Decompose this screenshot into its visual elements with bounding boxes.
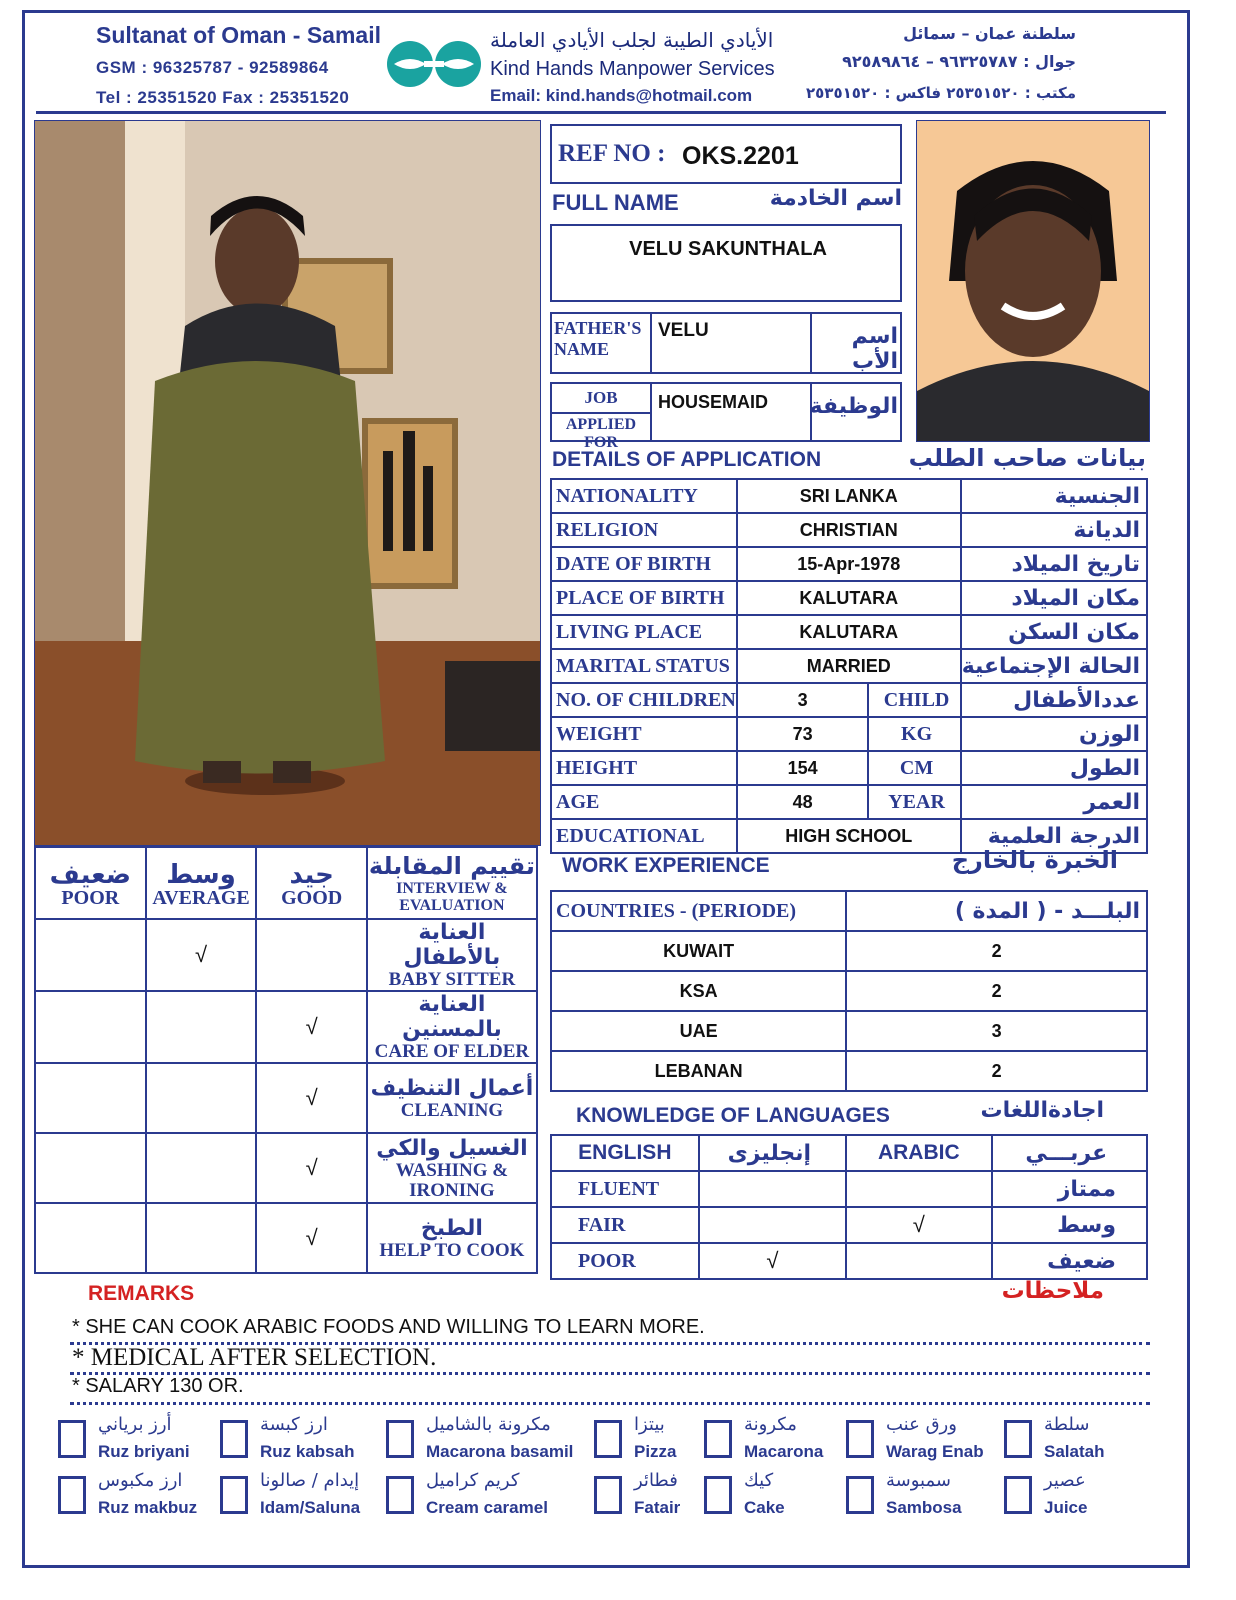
food-name-ar: فطائر [634, 1470, 678, 1491]
evaluation-average-cell [146, 1133, 257, 1203]
fathers-name-value: VELU [658, 320, 709, 341]
work-country: KSA [551, 971, 846, 1011]
evaluation-header [146, 847, 257, 919]
details-row [551, 751, 1147, 785]
fathers-name-label: FATHER'S NAME [554, 318, 642, 359]
food-name-ar: بيتزا [634, 1414, 665, 1435]
detail-value: KALUTARA [737, 615, 961, 649]
details-heading: DETAILS OF APPLICATION [552, 448, 822, 471]
header-location-ar: سلطنة عمان – سمائل [903, 24, 1076, 43]
evaluation-header-ar: جيد [289, 859, 334, 890]
arabic-level-cell: √ [846, 1207, 991, 1243]
food-name-ar: ورق عنب [886, 1414, 957, 1435]
arabic-label: ARABIC [846, 1135, 991, 1171]
detail-value: 154 [737, 751, 869, 785]
food-name-en: Sambosa [886, 1498, 962, 1517]
food-name-en: Cream caramel [426, 1498, 548, 1517]
food-name-ar: سلطة [1044, 1414, 1090, 1435]
remarks-label-ar: ملاحظات [1001, 1278, 1104, 1304]
work-experience-heading: WORK EXPERIENCE [562, 854, 770, 877]
language-level-ar: وسط [992, 1207, 1148, 1243]
evaluation-poor-cell [35, 1203, 146, 1273]
detail-label: LIVING PLACE [551, 615, 737, 649]
evaluation-skill [367, 919, 537, 991]
portrait-photo [916, 120, 1150, 442]
food-name-ar: كيك [744, 1470, 774, 1491]
evaluation-header-en: INTERVIEW & EVALUATION [396, 880, 508, 914]
details-row [551, 615, 1147, 649]
detail-label: NATIONALITY [551, 479, 737, 513]
english-label: ENGLISH [551, 1135, 699, 1171]
header-mobile-ar: جوال : ٩٦٣٢٥٧٨٧ – ٩٢٥٨٩٨٦٤ [842, 52, 1076, 71]
header-gsm: GSM : 96325787 - 92589864 [96, 58, 329, 77]
food-checkbox[interactable] [58, 1476, 86, 1514]
header-location-en: Sultanat of Oman - Samail [96, 22, 381, 48]
detail-label-ar: العمر [961, 785, 1147, 819]
languages-header-row [551, 1135, 1147, 1171]
evaluation-good-cell: √ [256, 1133, 366, 1203]
detail-label: AGE [551, 785, 737, 819]
detail-value: 48 [737, 785, 869, 819]
detail-label: WEIGHT [551, 717, 737, 751]
work-period: 3 [846, 1011, 1147, 1051]
food-checkbox[interactable] [594, 1476, 622, 1514]
details-heading-ar: بيانات صاحب الطلب [908, 444, 1146, 472]
details-row [551, 547, 1147, 581]
details-row [551, 717, 1147, 751]
detail-label-ar: مكان السكن [961, 615, 1147, 649]
work-experience-row [551, 1011, 1147, 1051]
work-country: KUWAIT [551, 931, 846, 971]
fathers-name-box [550, 312, 902, 374]
food-name-en: Cake [744, 1498, 785, 1517]
evaluation-skill-ar: أعمال التنظيف [370, 1075, 534, 1101]
work-experience-table [550, 890, 1148, 1092]
food-name-en: Ruz kabsah [260, 1442, 355, 1461]
food-checkbox[interactable] [704, 1476, 732, 1514]
job-value: HOUSEMAID [658, 392, 769, 412]
detail-value: 15-Apr-1978 [737, 547, 961, 581]
food-checkbox[interactable] [386, 1476, 414, 1514]
work-period: 2 [846, 1051, 1147, 1091]
job-label-ar: الوظيفة [809, 394, 898, 419]
detail-label-ar: الطول [961, 751, 1147, 785]
evaluation-poor-cell [35, 1133, 146, 1203]
evaluation-good-cell [256, 919, 366, 991]
food-checkbox[interactable] [594, 1420, 622, 1458]
food-name-ar: مكرونة [744, 1414, 797, 1435]
evaluation-average-cell [146, 1063, 257, 1133]
detail-label: HEIGHT [551, 751, 737, 785]
evaluation-header-ar: ضعيف [49, 859, 131, 890]
evaluation-skill-en: WASHING & IRONING [395, 1159, 509, 1201]
food-checkbox[interactable] [220, 1476, 248, 1514]
evaluation-skill [367, 1203, 537, 1273]
food-name-en: Fatair [634, 1498, 681, 1517]
evaluation-table [34, 846, 538, 1274]
food-checkbox[interactable] [58, 1420, 86, 1458]
language-level-ar: ضعيف [992, 1243, 1148, 1279]
evaluation-row [35, 1203, 537, 1273]
detail-label-ar: الوزن [961, 717, 1147, 751]
work-country: LEBANAN [551, 1051, 846, 1091]
food-name-ar: ارز مكبوس [98, 1470, 183, 1491]
food-name-ar: كريم كراميل [426, 1470, 520, 1491]
ref-number-box [550, 124, 902, 184]
english-level-cell [699, 1207, 846, 1243]
details-row [551, 649, 1147, 683]
detail-value: KALUTARA [737, 581, 961, 615]
languages-table [550, 1134, 1148, 1280]
evaluation-skill [367, 1063, 537, 1133]
evaluation-header-en: POOR [61, 886, 120, 909]
header-tel: Tel : 25351520 Fax : 25351520 [96, 88, 350, 107]
evaluation-header-ar: وسط [166, 859, 236, 890]
evaluation-skill-ar: الطبخ [420, 1215, 483, 1241]
detail-label-ar: عددالأطفال [961, 683, 1147, 717]
evaluation-skill-en: BABY SITTER [388, 969, 516, 990]
languages-heading: KNOWLEDGE OF LANGUAGES [576, 1104, 890, 1127]
header-divider [36, 111, 1166, 114]
evaluation-poor-cell [35, 1063, 146, 1133]
details-row [551, 683, 1147, 717]
detail-value: HIGH SCHOOL [737, 819, 961, 853]
arabic-level-cell [846, 1171, 991, 1207]
detail-unit: KG [868, 717, 960, 751]
detail-value: 73 [737, 717, 869, 751]
food-checkbox[interactable] [846, 1420, 874, 1458]
work-experience-heading-ar: الخبرة بالخارج [951, 846, 1118, 874]
ref-number-label: REF NO : [558, 140, 666, 167]
work-country: UAE [551, 1011, 846, 1051]
detail-label-ar: مكان الميلاد [961, 581, 1147, 615]
evaluation-skill-ar: العناية بالأطفال [403, 920, 501, 970]
food-name-en: Warag Enab [886, 1442, 984, 1461]
evaluation-good-cell: √ [256, 1063, 366, 1133]
evaluation-skill [367, 1133, 537, 1203]
remark-line-3: * SALARY 130 OR. [72, 1375, 244, 1397]
food-name-en: Macarona basamil [426, 1442, 574, 1461]
food-name-en: Idam/Saluna [260, 1498, 361, 1517]
details-row [551, 479, 1147, 513]
job-box [550, 382, 902, 451]
detail-label-ar: الدرجة العلمية [961, 819, 1147, 853]
company-name-en: Kind Hands Manpower Services [490, 58, 775, 80]
evaluation-row [35, 1133, 537, 1203]
evaluation-average-cell [146, 1203, 257, 1273]
detail-value: MARRIED [737, 649, 961, 683]
language-level-row [551, 1243, 1147, 1279]
food-name-en: Salatah [1044, 1442, 1105, 1461]
evaluation-skill-ar: الغسيل والكي [376, 1135, 528, 1161]
work-experience-row [551, 1051, 1147, 1091]
english-label-ar: إنجليزى [699, 1135, 846, 1171]
work-experience-col-en: COUNTRIES - (PERIODE) [551, 891, 846, 931]
evaluation-header-row [35, 847, 537, 919]
work-period: 2 [846, 971, 1147, 1011]
food-checkbox[interactable] [386, 1420, 414, 1458]
full-name-label: FULL NAME [552, 190, 679, 215]
header-office-ar: مكتب : ٢٥٣٥١٥٢٠ فاكس : ٢٥٣٥١٥٢٠ [805, 84, 1076, 102]
ref-number-value: OKS.2201 [682, 142, 799, 170]
food-name-ar: مكرونة بالشاميل [426, 1414, 551, 1435]
food-name-ar: عصير [1044, 1470, 1086, 1491]
company-logo [384, 40, 484, 88]
job-label-line2: APPLIED FOR [565, 416, 637, 451]
food-name-en: Juice [1044, 1498, 1088, 1517]
evaluation-header [35, 847, 146, 919]
detail-label-ar: الديانة [961, 513, 1147, 547]
english-level-cell [699, 1171, 846, 1207]
food-name-en: Pizza [634, 1442, 677, 1461]
company-email: Email: kind.hands@hotmail.com [490, 86, 753, 105]
food-name-ar: ارز كبسة [260, 1414, 328, 1435]
detail-unit: CM [868, 751, 960, 785]
remark-line-2: * MEDICAL AFTER SELECTION. [72, 1344, 437, 1371]
food-name-en: Macarona [744, 1442, 824, 1461]
language-level-en: FAIR [551, 1207, 699, 1243]
full-name-box [550, 224, 902, 302]
detail-value: SRI LANKA [737, 479, 961, 513]
detail-value: CHRISTIAN [737, 513, 961, 547]
evaluation-skill-ar: العناية بالمسنين [402, 992, 502, 1042]
work-experience-col-ar: البلـــد - ( المدة ) [846, 891, 1147, 931]
evaluation-average-cell [146, 991, 257, 1063]
evaluation-skill [367, 991, 537, 1063]
evaluation-row [35, 991, 537, 1063]
food-name-en: Ruz makbuz [98, 1498, 198, 1517]
full-name-value: VELU SAKUNTHALA [629, 238, 827, 260]
fathers-name-label-ar: اسم الأب [851, 324, 898, 374]
detail-label-ar: الجنسية [961, 479, 1147, 513]
food-name-ar: أرز برياني [98, 1414, 172, 1435]
evaluation-skill-en: HELP TO COOK [379, 1239, 525, 1261]
evaluation-header-ar: تقييم المقابلة [368, 852, 535, 880]
evaluation-average-cell: √ [146, 919, 257, 991]
remarks-label: REMARKS [88, 1282, 195, 1305]
full-name-label-ar: اسم الخادمة [769, 186, 902, 211]
evaluation-header [256, 847, 366, 919]
detail-value: 3 [737, 683, 869, 717]
language-level-ar: ممتاز [992, 1171, 1148, 1207]
details-row [551, 785, 1147, 819]
remark-line-1: * SHE CAN COOK ARABIC FOODS AND WILLING TO LEARN MORE. [72, 1316, 705, 1338]
company-name-ar: الأيادي الطيبة لجلب الأيادي العاملة [490, 28, 774, 52]
languages-heading-ar: اجادةاللغات [980, 1098, 1104, 1123]
detail-label-ar: تاريخ الميلاد [961, 547, 1147, 581]
evaluation-poor-cell [35, 919, 146, 991]
detail-label: RELIGION [551, 513, 737, 547]
evaluation-skill-en: CARE OF ELDER [374, 1041, 530, 1062]
food-checkbox[interactable] [846, 1476, 874, 1514]
food-checkbox[interactable] [1004, 1476, 1032, 1514]
work-experience-row [551, 971, 1147, 1011]
details-row [551, 513, 1147, 547]
work-experience-header-row [551, 891, 1147, 931]
detail-label: DATE OF BIRTH [551, 547, 737, 581]
language-level-row [551, 1171, 1147, 1207]
full-body-photo [34, 120, 541, 846]
food-name-ar: سمبوسة [886, 1470, 951, 1491]
language-level-row [551, 1207, 1147, 1243]
detail-unit: YEAR [868, 785, 960, 819]
food-name-ar: إيدام / صالونا [260, 1470, 360, 1491]
detail-label: EDUCATIONAL [551, 819, 737, 853]
food-checkbox[interactable] [704, 1420, 732, 1458]
details-row [551, 581, 1147, 615]
job-label-line1: JOB [584, 388, 618, 407]
evaluation-row [35, 1063, 537, 1133]
english-level-cell: √ [699, 1243, 846, 1279]
food-checkbox[interactable] [1004, 1420, 1032, 1458]
evaluation-row [35, 919, 537, 991]
work-experience-row [551, 931, 1147, 971]
evaluation-skill-en: CLEANING [400, 1099, 504, 1121]
detail-label: NO. OF CHILDREN [551, 683, 737, 717]
language-level-en: FLUENT [551, 1171, 699, 1207]
detail-label: MARITAL STATUS [551, 649, 737, 683]
detail-unit: CHILD [868, 683, 960, 717]
arabic-level-cell [846, 1243, 991, 1279]
evaluation-header [367, 847, 537, 919]
arabic-label-ar: عربـــي [992, 1135, 1148, 1171]
detail-label: PLACE OF BIRTH [551, 581, 737, 615]
evaluation-good-cell: √ [256, 991, 366, 1063]
details-table [550, 478, 1148, 854]
evaluation-poor-cell [35, 991, 146, 1063]
work-period: 2 [846, 931, 1147, 971]
food-name-en: Ruz briyani [98, 1442, 190, 1461]
language-level-en: POOR [551, 1243, 699, 1279]
food-checkbox[interactable] [220, 1420, 248, 1458]
detail-label-ar: الحالة الإجتماعية [961, 649, 1147, 683]
evaluation-header-en: AVERAGE [152, 886, 250, 909]
evaluation-good-cell: √ [256, 1203, 366, 1273]
evaluation-header-en: GOOD [281, 886, 343, 909]
